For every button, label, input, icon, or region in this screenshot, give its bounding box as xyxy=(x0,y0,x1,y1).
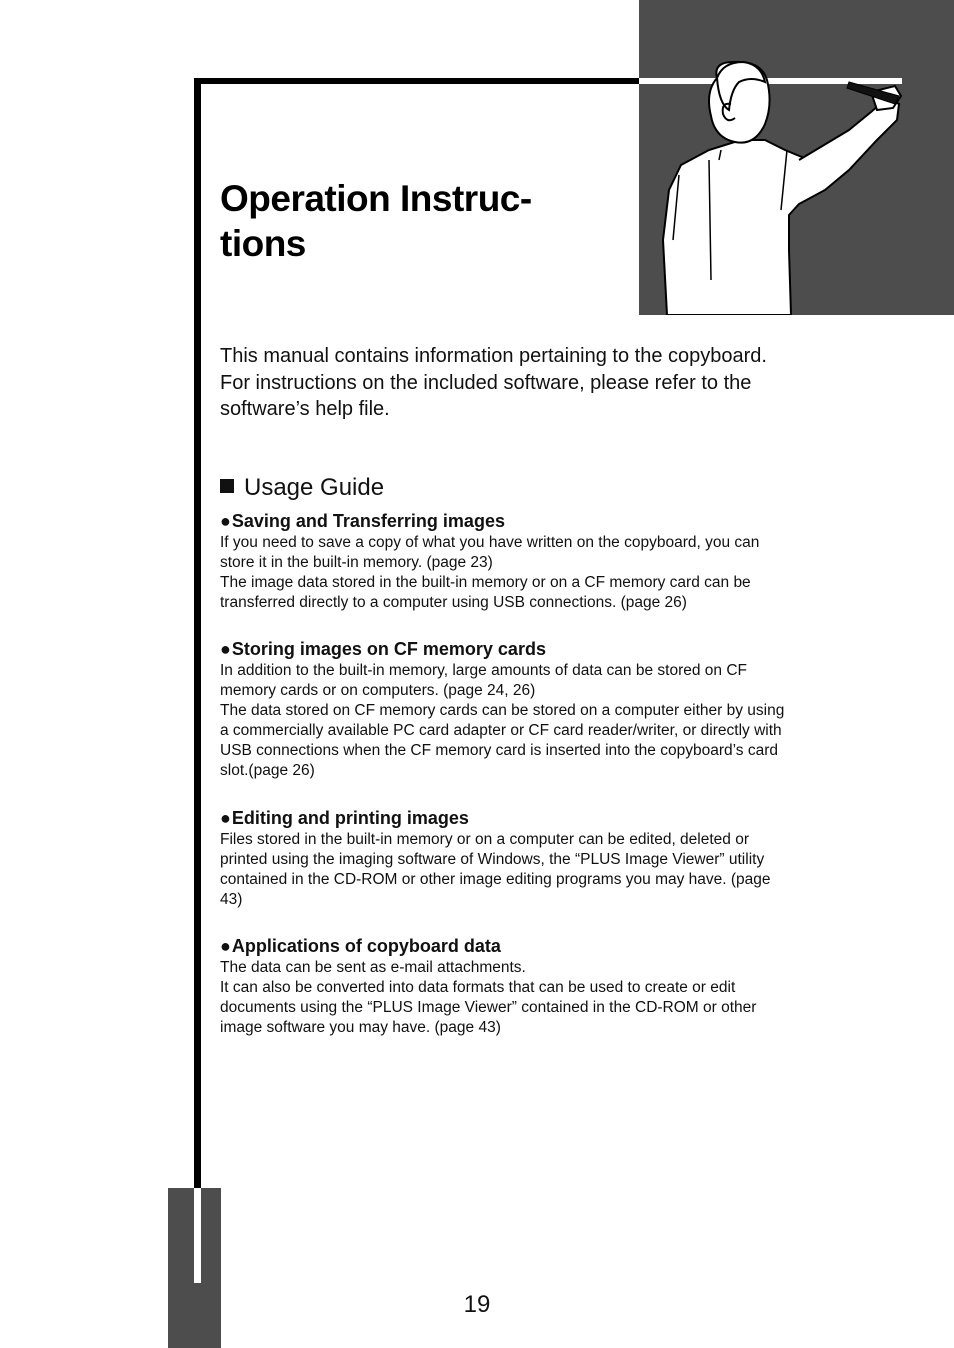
frame-top-line xyxy=(194,78,640,84)
section-saving-transferring xyxy=(220,509,790,613)
section-heading xyxy=(220,934,790,958)
page-number: 19 xyxy=(463,1291,491,1318)
intro-text xyxy=(220,343,800,423)
section-paragraph: The data can be sent as e-mail attachments. xyxy=(220,959,526,976)
section-heading xyxy=(220,637,790,661)
section-heading-text: Storing images on CF memory cards xyxy=(231,639,546,659)
section-applications xyxy=(220,934,790,1038)
header-illustration xyxy=(639,0,954,315)
section-heading xyxy=(220,806,790,830)
page-title xyxy=(220,176,620,266)
section-editing-printing xyxy=(220,806,790,910)
intro-paragraph: For instructions on the included software, please refer to the software’s help file. xyxy=(220,371,752,420)
section-paragraph: Files stored in the built-in memory or on a computer can be edited, deleted or printed using the imaging software of Windows, the “PLUS Image Viewer” utility contained in the CD-ROM or other image editing programs you may have. (page 43) xyxy=(220,831,771,908)
frame-left-line xyxy=(194,78,201,1283)
section-heading-text: Applications of copyboard data xyxy=(231,936,501,956)
section-heading xyxy=(220,509,790,533)
black-square-icon xyxy=(220,479,234,493)
section-paragraph: If you need to save a copy of what you have written on the copyboard, you can store it in the built-in memory. (page 23) xyxy=(220,534,760,571)
black-circle-icon: ● xyxy=(220,639,231,659)
black-circle-icon: ● xyxy=(220,511,231,531)
usage-guide-heading xyxy=(220,473,384,503)
section-storing-cf-cards xyxy=(220,637,790,781)
section-paragraph: The image data stored in the built-in memory or on a CF memory card can be transferred directly to a computer using USB connections. (page 26) xyxy=(220,574,751,611)
section-paragraph: It can also be converted into data formats that can be used to create or edit documents using the “PLUS Image Viewer” contained in the CD-ROM or other image software you may have. (page 43) xyxy=(220,979,757,1036)
page-title-text: Operation Instruc- tions xyxy=(220,178,532,264)
person-writing-icon xyxy=(639,0,954,315)
section-paragraph: The data stored on CF memory cards can be stored on a computer either by using a commercially available PC card adapter or CF card reader/writer, or directly with USB connections when the CF memory card is inserted into the copyboard’s card slot.(page 26) xyxy=(220,702,785,779)
usage-guide-heading-text: Usage Guide xyxy=(244,474,385,501)
section-heading-text: Editing and printing images xyxy=(231,808,469,828)
section-paragraph: In addition to the built-in memory, large amounts of data can be stored on CF memory cards or on computers. (page 24, 26) xyxy=(220,662,747,699)
intro-paragraph: This manual contains information pertaining to the copyboard. xyxy=(220,345,767,367)
section-tab-gap xyxy=(194,1188,201,1283)
section-heading-text: Saving and Transferring images xyxy=(231,511,505,531)
black-circle-icon: ● xyxy=(220,936,231,956)
black-circle-icon: ● xyxy=(220,808,231,828)
